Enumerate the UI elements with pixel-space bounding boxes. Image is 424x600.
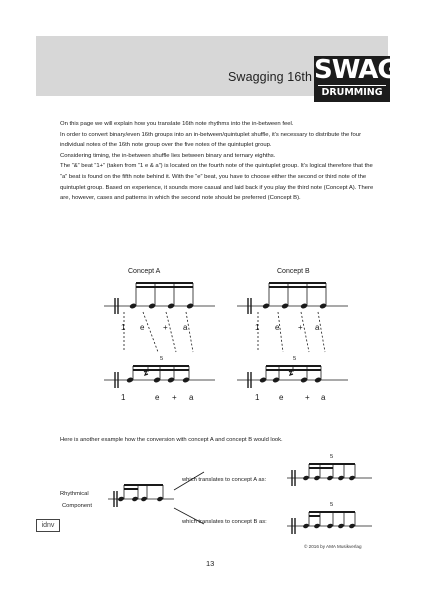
count-b-bottom-a: a — [321, 393, 326, 402]
copyright-notice: © 2016 by AMA Musikverlag — [304, 544, 362, 549]
component-label-line2: Component — [62, 503, 92, 509]
count-b-top-plus: + — [298, 323, 303, 332]
tuplet-number-a: 5 — [160, 356, 164, 362]
tuplet-number-b: 5 — [293, 356, 297, 362]
page-title: Swagging 16th — [228, 70, 313, 84]
count-b-top-1: 1 — [255, 323, 260, 332]
intro-paragraph-2: In order to convert binary/even 16th groups into an in-between/quintuplet shuffle, it’s necessary to distribute the four individual notes of the 16th note group over the five notes of the quintuplet group. — [60, 131, 362, 149]
logo-text-drumming: DRUMMING — [318, 85, 386, 99]
count-a-bottom-plus: + — [172, 393, 177, 402]
count-a-bottom-1: 1 — [121, 393, 126, 402]
concept-a-quintuplet-staff — [104, 366, 215, 388]
example-tuplet-number-b: 5 — [330, 502, 334, 508]
count-b-bottom-e: e — [279, 393, 284, 402]
count-b-bottom-1: 1 — [255, 393, 260, 402]
intro-paragraph-1: On this page we will explain how you translate 16th note rhythms into the in-between feel. — [60, 121, 294, 127]
concept-a-mapping-lines — [124, 312, 193, 352]
count-a-top-1: 1 — [121, 323, 126, 332]
intro-paragraph-3: Considering timing, the in-between shuffle lies between binary and ternary eighths. — [60, 152, 276, 159]
count-b-top-e: e — [275, 323, 280, 332]
concept-a-16th-staff — [104, 283, 215, 314]
intro-paragraph-4: The “&” beat “1+” (taken from “1 e & a”) is located on the fourth note of the quintuplet group. It’s logical therefore that the “a” beat is found on the fifth note behind it. With the “e” beat, you have to choose either the second or third note of the quintuplet group. Based on experience, it sounds more casual and laid back if you play the third note (Concept A). There are, however, cases and patterns in which the second note should be preferred (Concept B). — [60, 163, 374, 202]
count-b-top-a: a — [315, 323, 320, 332]
example-intro: Here is another example how the conversion with concept A and concept B would look. — [60, 437, 283, 443]
count-b-bottom-plus: + — [305, 393, 310, 402]
concept-b-title: Concept B — [277, 268, 310, 275]
example-tuplet-number-a: 5 — [330, 454, 334, 460]
count-a-top-a: a — [183, 323, 188, 332]
count-a-top-plus: + — [163, 323, 168, 332]
count-a-bottom-e: e — [155, 393, 160, 402]
concept-b-mapping-lines — [258, 312, 325, 352]
note-heads — [117, 303, 355, 529]
example-concept-a-staff — [287, 464, 372, 486]
translate-to-b-label: which translates to concept B as: — [182, 519, 267, 525]
logo-text-swag: SWAG — [314, 55, 398, 85]
rhythmical-component-staff — [108, 485, 174, 507]
count-a-bottom-a: a — [189, 393, 194, 402]
concept-b-16th-staff — [237, 283, 348, 314]
concept-a-title: Concept A — [128, 268, 161, 275]
page-number: 13 — [206, 559, 215, 568]
component-label-line1: Rhythmical — [60, 491, 89, 497]
example-concept-b-staff — [287, 512, 372, 534]
translate-to-a-label: which translates to concept A as: — [182, 477, 267, 483]
count-a-top-e: e — [140, 323, 145, 332]
idnv-badge: idnv — [36, 519, 60, 532]
